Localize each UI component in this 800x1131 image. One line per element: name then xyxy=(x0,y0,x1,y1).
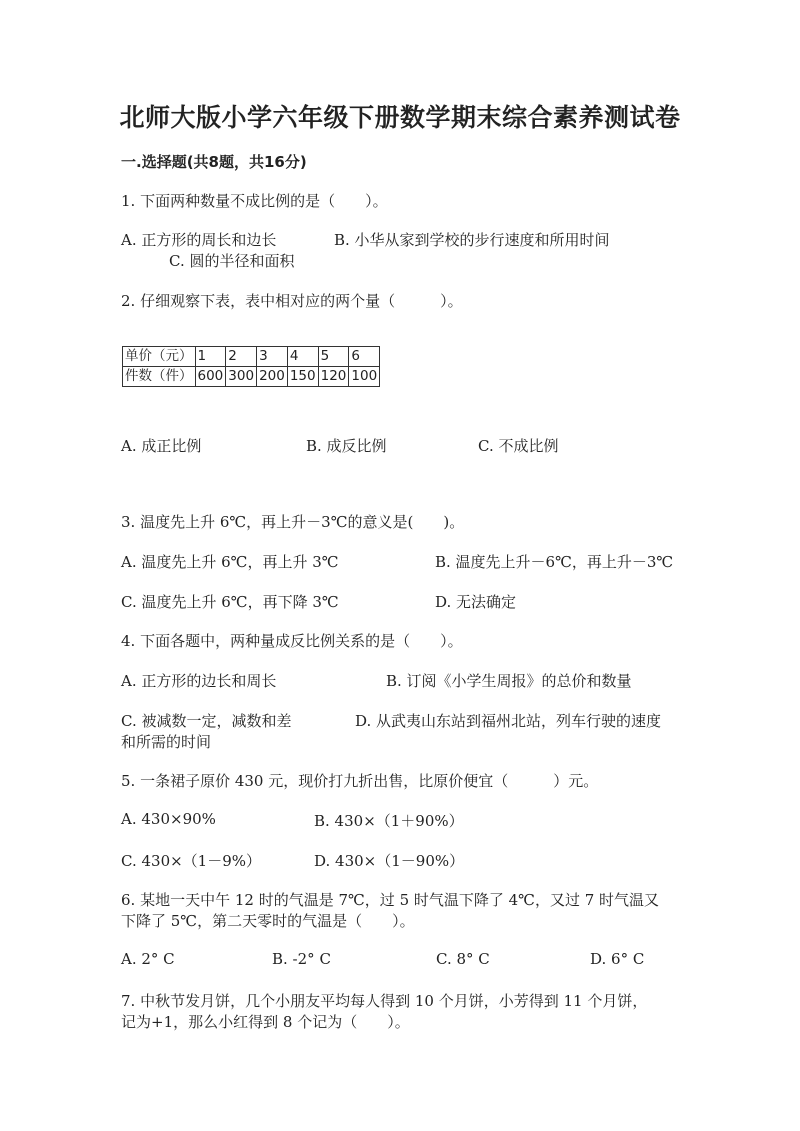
question-4-option-d: D. 从武夷山东站到福州北站，列车行驶的速度 xyxy=(355,712,662,730)
table-cell: 单价（元） xyxy=(123,347,196,367)
table-cell: 2 xyxy=(226,347,257,367)
question-6-option-a: A. 2° C xyxy=(121,950,175,968)
question-6-stem: 6. 某地一天中午 12 时的气温是 7℃，过 5 时气温下降了 4℃，又过 7 时气温又 xyxy=(121,891,660,909)
question-4-stem: 4. 下面各题中，两种量成反比例关系的是（ ）。 xyxy=(121,632,463,650)
question-4-option-b: B. 订阅《小学生周报》的总价和数量 xyxy=(386,672,632,690)
question-4-option-d-continued: 和所需的时间 xyxy=(121,733,212,751)
table-cell: 6 xyxy=(349,347,380,367)
question-2-option-a: A. 成正比例 xyxy=(121,437,202,455)
page-title: 北师大版小学六年级下册数学期末综合素养测试卷 xyxy=(119,103,681,132)
question-7-stem: 7. 中秋节发月饼，几个小朋友平均每人得到 10 个月饼，小芳得到 11 个月饼， xyxy=(121,992,648,1010)
question-5-option-a: A. 430×90% xyxy=(121,810,216,828)
question-1-option-a: A. 正方形的周长和边长 xyxy=(121,231,277,249)
price-quantity-table xyxy=(122,346,380,387)
question-4-option-c: C. 被减数一定，减数和差 xyxy=(121,712,292,730)
question-3-option-c: C. 温度先上升 6℃，再下降 3℃ xyxy=(121,593,339,611)
question-6-option-b: B. -2° C xyxy=(272,950,331,968)
question-3-option-a: A. 温度先上升 6℃，再上升 3℃ xyxy=(121,553,339,571)
section-heading: 一.选择题(共8题，共16分) xyxy=(121,153,307,171)
question-4-option-a: A. 正方形的边长和周长 xyxy=(121,672,277,690)
question-3-option-b: B. 温度先上升－6℃，再上升－3℃ xyxy=(435,553,674,571)
table-cell: 3 xyxy=(257,347,288,367)
question-3-option-d: D. 无法确定 xyxy=(435,593,517,611)
table-cell: 4 xyxy=(287,347,318,367)
table-cell: 300 xyxy=(226,367,257,387)
table-cell: 600 xyxy=(195,367,226,387)
question-5-option-c: C. 430×（1－9%） xyxy=(121,852,262,870)
table-cell: 120 xyxy=(318,367,349,387)
table-cell: 件数（件） xyxy=(123,367,196,387)
question-3-stem: 3. 温度先上升 6℃，再上升－3℃的意义是( )。 xyxy=(121,513,465,531)
table-cell: 100 xyxy=(349,367,380,387)
question-5-option-b: B. 430×（1＋90%） xyxy=(314,812,464,830)
question-2-option-c: C. 不成比例 xyxy=(478,437,559,455)
table-cell: 1 xyxy=(195,347,226,367)
table-cell: 200 xyxy=(257,367,288,387)
question-1-option-c: C. 圆的半径和面积 xyxy=(169,252,295,270)
question-6-option-c: C. 8° C xyxy=(436,950,490,968)
question-6-stem-continued: 下降了 5℃，第二天零时的气温是（ ）。 xyxy=(121,912,415,930)
question-7-stem-continued: 记为+1，那么小红得到 8 个记为（ ）。 xyxy=(121,1013,410,1031)
table-cell: 5 xyxy=(318,347,349,367)
question-2-stem: 2. 仔细观察下表，表中相对应的两个量（ ）。 xyxy=(121,292,463,310)
question-1-stem: 1. 下面两种数量不成比例的是（ ）。 xyxy=(121,192,388,210)
question-5-stem: 5. 一条裙子原价 430 元，现价打九折出售，比原价便宜（ ）元。 xyxy=(121,772,599,790)
table-row xyxy=(123,347,380,367)
question-5-option-d: D. 430×（1－90%） xyxy=(314,852,465,870)
question-2-option-b: B. 成反比例 xyxy=(306,437,387,455)
table-cell: 150 xyxy=(287,367,318,387)
question-1-option-b: B. 小华从家到学校的步行速度和所用时间 xyxy=(334,231,610,249)
table-row xyxy=(123,367,380,387)
question-6-option-d: D. 6° C xyxy=(590,950,645,968)
